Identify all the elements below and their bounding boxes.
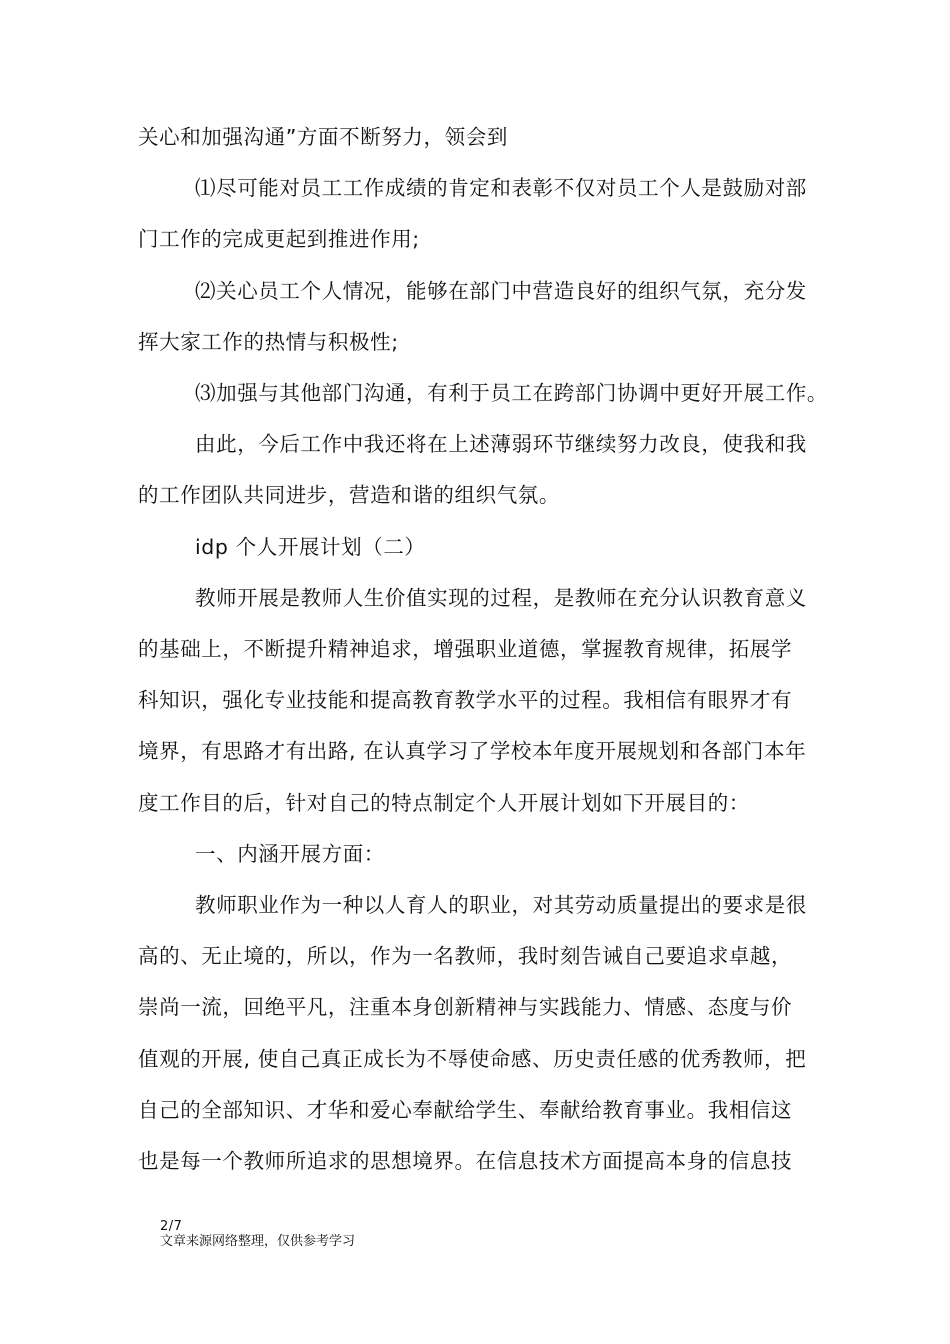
text-line: 挥大家工作的热情与积极性; xyxy=(138,329,399,354)
text-line: 科知识，强化专业技能和提高教育教学水平的过程。我相信有眼界才有 xyxy=(138,688,793,713)
page-footer xyxy=(160,1219,355,1249)
document-body xyxy=(138,112,828,1187)
text-line: 一、内涵开展方面： xyxy=(195,841,385,866)
text-line: 也是每一个教师所追求的思想境界。在信息技术方面提高本身的信息技 xyxy=(138,1149,793,1174)
text-line: 教师开展是教师人生价值实现的过程，是教师在充分认识教育意义 xyxy=(195,585,807,610)
text-line: 的基础上，不断提升精神追求，增强职业道德，掌握教育规律，拓展学 xyxy=(138,637,793,662)
text-line: 的工作团队共同进步，营造和谐的组织气氛。 xyxy=(138,483,560,508)
text-line: 崇尚一流，回绝平凡，注重本身创新精神与实践能力、情感、态度与价 xyxy=(138,995,793,1020)
text-line: ⑵关心员工个人情况，能够在部门中营造良好的组织气氛，充分发 xyxy=(195,278,807,303)
text-line: 境界，有思路才有出路, 在认真学习了学校本年度开展规划和各部门本年 xyxy=(138,739,807,764)
text-line: 门工作的完成更起到推进作用; xyxy=(138,227,420,252)
text-line: 关心和加强沟通”方面不断努力，领会到 xyxy=(138,125,508,149)
text-line: 值观的开展, 使自己真正成长为不辱使命感、历史责任感的优秀教师，把 xyxy=(138,1046,807,1071)
text-line: 自己的全部知识、才华和爱心奉献给学生、奉献给教育事业。我相信这 xyxy=(138,1097,793,1122)
text-line: ⑴尽可能对员工工作成绩的肯定和表彰不仅对员工个人是鼓励对部 xyxy=(195,176,807,201)
page-number: 2/7 xyxy=(160,1219,183,1234)
source-note: 文章来源网络整理，仅供参考学习 xyxy=(160,1234,356,1249)
text-line: 度工作目的后，针对自己的特点制定个人开展计划如下开展目的： xyxy=(138,790,750,815)
text-line: 高的、无止境的，所以，作为一名教师，我时刻告诫自己要追求卓越， xyxy=(138,944,793,969)
text-line: 教师职业作为一种以人育人的职业，对其劳动质量提出的要求是很 xyxy=(195,893,807,918)
text-line: idp 个人开展计划（二） xyxy=(195,534,426,559)
text-line: 由此，今后工作中我还将在上述薄弱环节继续努力改良，使我和我 xyxy=(195,432,807,457)
text-line: ⑶加强与其他部门沟通，有利于员工在跨部门协调中更好开展工作。 xyxy=(195,381,828,406)
